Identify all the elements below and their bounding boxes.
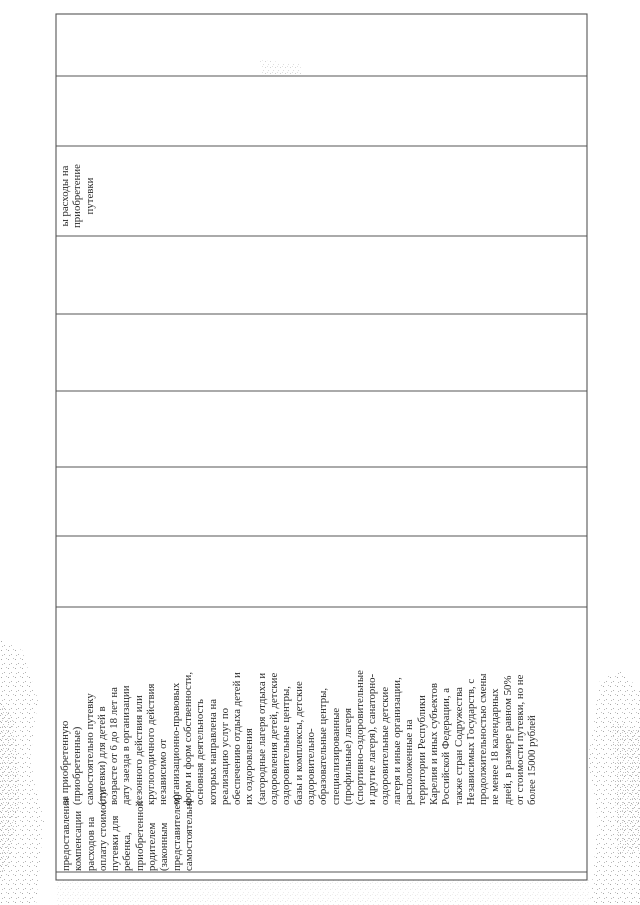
- cell-line: сезонного действия или: [132, 695, 145, 805]
- cell-line: возрасте от 6 до 18 лет на: [108, 687, 121, 805]
- cell-line: (путевки) для детей в: [95, 706, 108, 805]
- cell-line: более 15000 рублей: [526, 715, 539, 805]
- cell-line: организационно-правовых: [169, 682, 182, 805]
- cell-line: (загородные лагеря отдыха и: [255, 672, 268, 805]
- cell-line: ребенка,: [121, 832, 134, 871]
- cell-line: и другие лагеря), санаторно-: [366, 673, 379, 805]
- cell-line: за приобретенную: [59, 720, 71, 805]
- cell-line: приобретенной: [133, 800, 146, 871]
- cell-line: от стоимости путевки, но не: [513, 674, 526, 805]
- cell-line: круглогодичного действия: [145, 683, 158, 805]
- cell-line: оздоровительно-: [304, 728, 317, 805]
- cell-line: не менее 18 календарных: [489, 688, 502, 805]
- cell-line: базы и комплексы, детские: [292, 681, 305, 805]
- cell-line: оздоровления детей, детские: [268, 672, 281, 805]
- cell-line: продолжительностью смены: [477, 673, 490, 805]
- cell-line: лагеря и иные организации,: [391, 677, 404, 805]
- cell-line: обеспечению отдыха детей и: [231, 672, 244, 805]
- cell-line: самостоятельно путевку: [83, 693, 96, 805]
- cell-line: представителем): [170, 794, 183, 871]
- cell-line: приобретение: [71, 164, 84, 228]
- cell-line: образовательные центры,: [317, 687, 330, 805]
- cell-line: (профильные) лагеря: [341, 708, 354, 805]
- cell-line: дату заезда в организации: [120, 685, 133, 805]
- cell-travel-voucher-expenses: [59, 164, 96, 228]
- cell-line: (законным: [158, 822, 171, 871]
- cell-line: Независимых Государств, с: [464, 678, 477, 805]
- cell-line: (спортивно-оздоровительные: [354, 670, 367, 805]
- cell-line: путевки: [83, 177, 96, 215]
- cell-line: оплату стоимости: [96, 788, 109, 871]
- cell-line: путевки для: [109, 815, 122, 871]
- cell-line: специализированные: [329, 707, 342, 805]
- cell-line: расходов на: [84, 816, 97, 871]
- cell-line: также стран Содружества: [452, 687, 465, 805]
- cell-line: Российской Федерации, а: [440, 687, 453, 805]
- cell-line: форм и форм собственности,: [181, 671, 194, 805]
- cell-line: которых направлена на: [206, 698, 219, 805]
- cell-compensation-description: [59, 670, 539, 805]
- cell-line: родителем: [146, 822, 159, 871]
- cell-line: реализацию услуг по: [218, 707, 231, 805]
- cell-line: расположенные на: [403, 719, 416, 805]
- cell-line: территории Республики: [415, 695, 428, 805]
- cell-line: предоставления: [60, 797, 72, 871]
- cell-line: независимо от: [157, 738, 170, 805]
- cell-line: дней, в размере равном 50%: [501, 675, 514, 805]
- cell-line: оздоровительные центры,: [280, 686, 293, 805]
- cell-line: (приобретенные): [71, 726, 84, 805]
- cell-line: оздоровительные детские: [378, 686, 391, 805]
- cell-line: основная деятельность: [194, 699, 207, 805]
- cell-line: компенсации: [72, 810, 85, 871]
- cell-line: их оздоровления: [243, 728, 256, 805]
- cell-line: самостоятельно: [182, 798, 195, 871]
- cell-line: Карелия и иных субъектов: [427, 683, 440, 805]
- cell-line: ы расходы на: [59, 165, 71, 227]
